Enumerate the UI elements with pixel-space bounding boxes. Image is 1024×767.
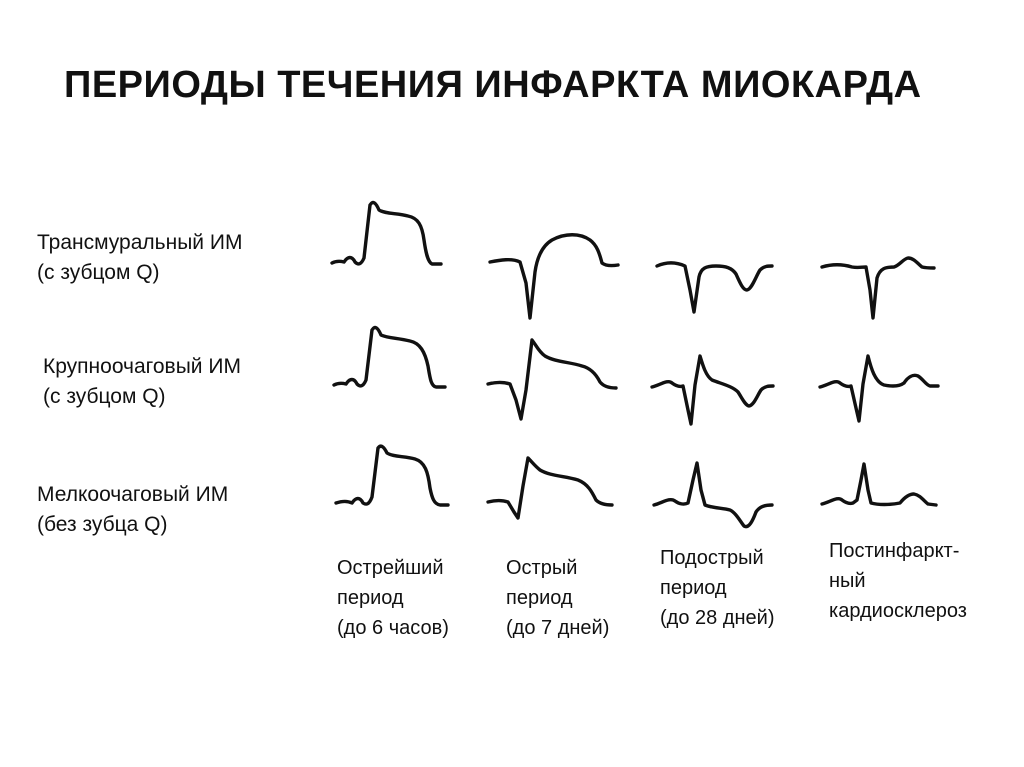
column-label-line: период [660, 577, 727, 599]
column-label-line: Подострый [660, 547, 764, 569]
column-label-line: период [506, 587, 573, 609]
row-label-line: (с зубцом Q) [37, 261, 160, 284]
column-label-line: (до 7 дней) [506, 617, 610, 639]
row-label-line: (с зубцом Q) [43, 385, 166, 408]
column-label-line: период [337, 587, 404, 609]
column-label-line: ный [829, 570, 866, 592]
row-label-line: Крупноочаговый ИМ [43, 355, 241, 378]
ecg-trace-small-focal-subacute [654, 463, 772, 527]
ecg-trace-large-focal-post-infarction [820, 356, 938, 421]
ecg-trace-large-focal-subacute [652, 356, 773, 424]
row-label-line: Трансмуральный ИМ [37, 231, 243, 254]
ecg-trace-transmural-post-infarction [822, 258, 934, 318]
ecg-trace-small-focal-post-infarction [822, 464, 936, 505]
column-label-line: Острый [506, 557, 578, 579]
ecg-trace-transmural-subacute [657, 263, 772, 312]
ecg-trace-large-focal-hyperacute [334, 328, 445, 387]
row-label-line: (без зубца Q) [37, 513, 168, 536]
column-label-line: кардиосклероз [829, 600, 967, 622]
column-label-line: Постинфаркт- [829, 540, 960, 562]
column-label-line: (до 6 часов) [337, 617, 449, 639]
ecg-trace-transmural-acute [490, 235, 618, 318]
ecg-trace-small-focal-acute [488, 458, 612, 518]
page-title: ПЕРИОДЫ ТЕЧЕНИЯ ИНФАРКТА МИОКАРДА [64, 64, 922, 106]
row-label-line: Мелкоочаговый ИМ [37, 483, 229, 506]
column-label-line: (до 28 дней) [660, 607, 775, 629]
column-label-line: Острейший [337, 557, 444, 579]
ecg-trace-large-focal-acute [488, 340, 616, 419]
ecg-trace-small-focal-hyperacute [336, 446, 448, 505]
ecg-trace-transmural-hyperacute [332, 203, 441, 264]
